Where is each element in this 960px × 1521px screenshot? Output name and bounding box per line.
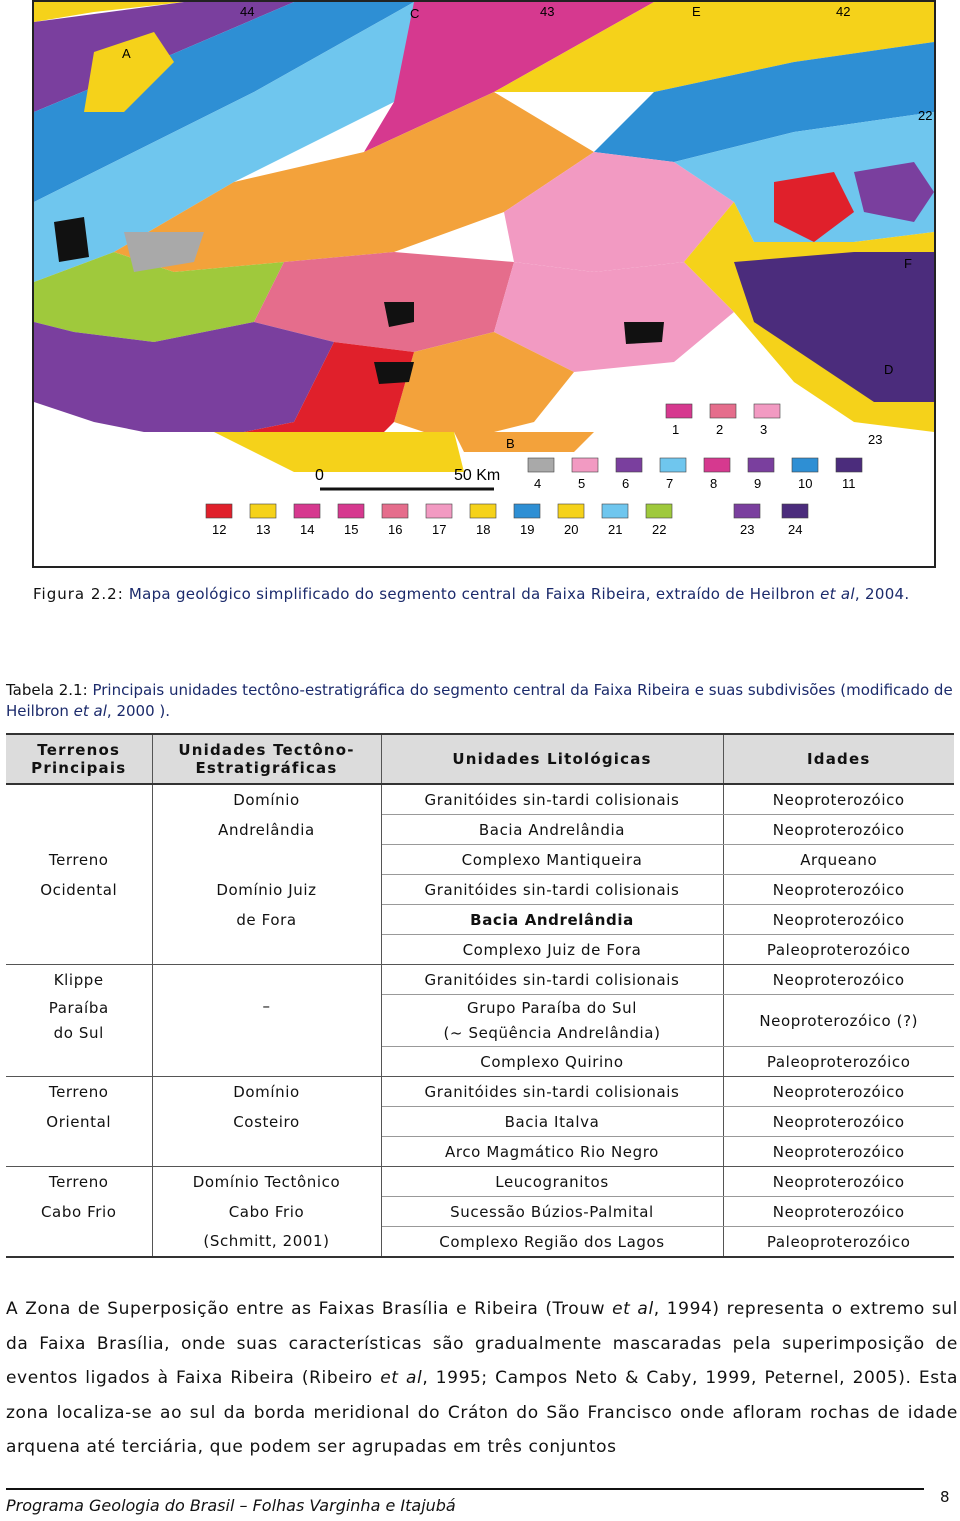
legend-swatch [602, 504, 628, 518]
table-cell: Arco Magmático Rio Negro [381, 1137, 723, 1167]
legend-swatch [514, 504, 540, 518]
map-unit-black-e [624, 322, 664, 344]
header-unidades-lito: Unidades Litológicas [381, 734, 723, 784]
legend-number: 10 [798, 476, 813, 491]
paragraph-etal-1: et al [612, 1299, 654, 1319]
unit-dominio-costeiro-1: Domínio [152, 1077, 381, 1107]
legend-number: 2 [716, 422, 724, 437]
legend-number: 20 [564, 522, 579, 537]
header-unidades-tectono: Unidades Tectôno-Estratigráficas [152, 734, 381, 784]
unit-dominio-juiz-2: de Fora [152, 905, 381, 935]
body-paragraph [6, 1292, 958, 1465]
legend-swatch [660, 458, 686, 472]
legend-swatch [704, 458, 730, 472]
legend-number: 8 [710, 476, 718, 491]
legend-number: 24 [788, 522, 803, 537]
footer-divider [6, 1488, 924, 1490]
table-cell: Neoproterozóico [723, 965, 954, 995]
table-cell: Arqueano [723, 845, 954, 875]
legend-number: 3 [760, 422, 768, 437]
table-cell: Neoproterozóico [723, 784, 954, 815]
legend-swatch [734, 504, 760, 518]
legend-number: 16 [388, 522, 403, 537]
legend-swatch [382, 504, 408, 518]
table-cell: Neoproterozóico [723, 1077, 954, 1107]
table-cell: Neoproterozóico [723, 815, 954, 845]
map-label-c: C [410, 6, 420, 21]
legend-swatch [792, 458, 818, 472]
table-cell: Granitóides sin-tardi colisionais [381, 1077, 723, 1107]
unit-dominio-andrelandia-2: Andrelândia [152, 815, 381, 845]
figure-caption-text: Mapa geológico simplificado do segmento central da Faixa Ribeira, extraído de Heilbron [128, 585, 816, 603]
legend-number: 18 [476, 522, 491, 537]
figure-caption [33, 584, 938, 605]
scale-label: 50 Km [454, 467, 501, 484]
legend-swatch [836, 458, 862, 472]
legend-number: 9 [754, 476, 762, 491]
legend-number: 14 [300, 522, 315, 537]
klippe-1: Klippe [6, 965, 152, 995]
legend-swatch [646, 504, 672, 518]
terreno-cabofrio-2: Cabo Frio [6, 1197, 152, 1227]
table-cell: Complexo Quirino [381, 1047, 723, 1077]
klippe-2-3 [6, 995, 152, 1047]
legend-swatch [206, 504, 232, 518]
table-cell: Bacia Andrelândia [381, 815, 723, 845]
table-cell: Neoproterozóico [723, 1107, 954, 1137]
map-label-a: A [122, 46, 131, 61]
stratigraphy-table [6, 733, 954, 1258]
map-svg [34, 2, 934, 566]
map-label-f: F [904, 256, 912, 271]
legend-swatch [616, 458, 642, 472]
table-cell: Complexo Juiz de Fora [381, 935, 723, 965]
table-cell: Leucogranitos [381, 1167, 723, 1197]
unit-cabofrio-1: Domínio Tectônico [152, 1167, 381, 1197]
legend-swatch [710, 404, 736, 418]
legend-swatch [748, 458, 774, 472]
page-number: 8 [940, 1488, 950, 1506]
table-caption-text: Principais unidades tectôno-estratigráfica do segmento central da Faixa Ribeira e suas subdivisões (modificado de Heilbron [6, 681, 953, 720]
table-caption-etal: et al [73, 702, 107, 720]
legend-number: 22 [652, 522, 667, 537]
legend-swatch [558, 504, 584, 518]
unit-cabofrio-3: (Schmitt, 2001) [152, 1227, 381, 1258]
table-cell: Paleoproterozóico [723, 1227, 954, 1258]
unit-dominio-costeiro-2: Costeiro [152, 1107, 381, 1137]
table-caption [6, 680, 956, 722]
legend-number: 1 [672, 422, 680, 437]
table-cell: Granitóides sin-tardi colisionais [381, 965, 723, 995]
scale-zero: 0 [315, 467, 324, 484]
legend-number: 11 [842, 476, 856, 491]
table-cell: Sucessão Búzios-Palmital [381, 1197, 723, 1227]
map-label-e: E [692, 4, 701, 19]
map-label-44: 44 [240, 4, 255, 19]
legend-swatch [250, 504, 276, 518]
header-terrenos: Terrenos Principais [6, 734, 152, 784]
table-cell: Bacia Andrelândia [381, 905, 723, 935]
legend-number: 13 [256, 522, 271, 537]
figure-caption-etal: et al [820, 585, 855, 603]
terreno-oriental-1: Terreno [6, 1077, 152, 1107]
legend-swatch [470, 504, 496, 518]
table-cell: Complexo Região dos Lagos [381, 1227, 723, 1258]
table-cell: Neoproterozóico [723, 905, 954, 935]
table-cell: Neoproterozóico (?) [723, 995, 954, 1047]
legend-swatch [338, 504, 364, 518]
map-label-d: D [884, 362, 894, 377]
terreno-oriental-2: Oriental [6, 1107, 152, 1137]
map-label-22: 22 [918, 108, 933, 123]
map-label-b: B [506, 436, 515, 451]
paragraph-part-1: A Zona de Superposição entre as Faixas Brasília e Ribeira (Trouw [6, 1299, 606, 1319]
unit-dominio-andrelandia-1: Domínio [152, 784, 381, 815]
paragraph-part-3: , 1995; Campos Neto & Caby, 1999, Peternel, 2005). Esta zona localiza-se ao sul da borda meridional do Cráton do São Francisco onde afloram rochas de idade arquena até terciária, que podem ser agrupadas em três conjuntos [6, 1368, 958, 1457]
unit-cabofrio-2: Cabo Frio [152, 1197, 381, 1227]
legend-swatch [782, 504, 808, 518]
legend-swatch [294, 504, 320, 518]
footer-text: Programa Geologia do Brasil – Folhas Varginha e Itajubá [6, 1496, 456, 1515]
legend-number: 23 [740, 522, 755, 537]
legend-swatch [572, 458, 598, 472]
paragraph-etal-2: et al [380, 1368, 423, 1388]
table-cell: Neoproterozóico [723, 1137, 954, 1167]
legend-number: 19 [520, 522, 535, 537]
terreno-ocidental-2: Ocidental [6, 875, 152, 905]
table-cell: Paleoproterozóico [723, 1047, 954, 1077]
legend-number: 12 [212, 522, 227, 537]
table-cell: Granitóides sin-tardi colisionais [381, 784, 723, 815]
legend-number: 21 [608, 522, 623, 537]
map-label-23: 23 [868, 432, 883, 447]
map-unit-black-s [374, 362, 414, 384]
map-unit-black-w [54, 217, 89, 262]
terreno-cabofrio-1: Terreno [6, 1167, 152, 1197]
paragraph-part-2: , 1994) representa o extremo sul da Faixa Brasília, onde suas características são gradualmente mascaradas pela superimposição de eventos ligados à Faixa Ribeira (Ribeiro [6, 1299, 958, 1388]
table-cell: Complexo Mantiqueira [381, 845, 723, 875]
legend-swatch [426, 504, 452, 518]
table-cell: Neoproterozóico [723, 875, 954, 905]
table-cell: Grupo Paraíba do Sul (~ Seqüência Andrelândia) [381, 995, 723, 1047]
table-cell: Granitóides sin-tardi colisionais [381, 875, 723, 905]
map-label-43: 43 [540, 4, 555, 19]
legend-number: 6 [622, 476, 630, 491]
klippe-2: Paraíba [48, 998, 109, 1017]
table-cell: Bacia Italva [381, 1107, 723, 1137]
klippe-3: do Sul [53, 1023, 104, 1042]
terreno-ocidental-1: Terreno [6, 845, 152, 875]
table-cell: Neoproterozóico [723, 1167, 954, 1197]
figure-caption-label: Figura 2.2: [33, 585, 124, 603]
unit-dash: – [152, 965, 381, 1047]
header-idades: Idades [723, 734, 954, 784]
unit-dominio-juiz-1: Domínio Juiz [152, 875, 381, 905]
map-label-42: 42 [836, 4, 851, 19]
table-caption-label: Tabela 2.1: [6, 681, 88, 699]
table-cell: Paleoproterozóico [723, 935, 954, 965]
legend-number: 5 [578, 476, 586, 491]
legend-swatch [754, 404, 780, 418]
legend-number: 17 [432, 522, 447, 537]
table-cell: Neoproterozóico [723, 1197, 954, 1227]
legend-number: 7 [666, 476, 674, 491]
legend-number: 4 [534, 476, 542, 491]
figure-caption-year: , 2004. [854, 585, 910, 603]
legend-number: 15 [344, 522, 359, 537]
table-caption-year: , 2000 ). [106, 702, 171, 720]
legend-swatch [528, 458, 554, 472]
geologic-map [32, 0, 936, 568]
legend-swatch [666, 404, 692, 418]
